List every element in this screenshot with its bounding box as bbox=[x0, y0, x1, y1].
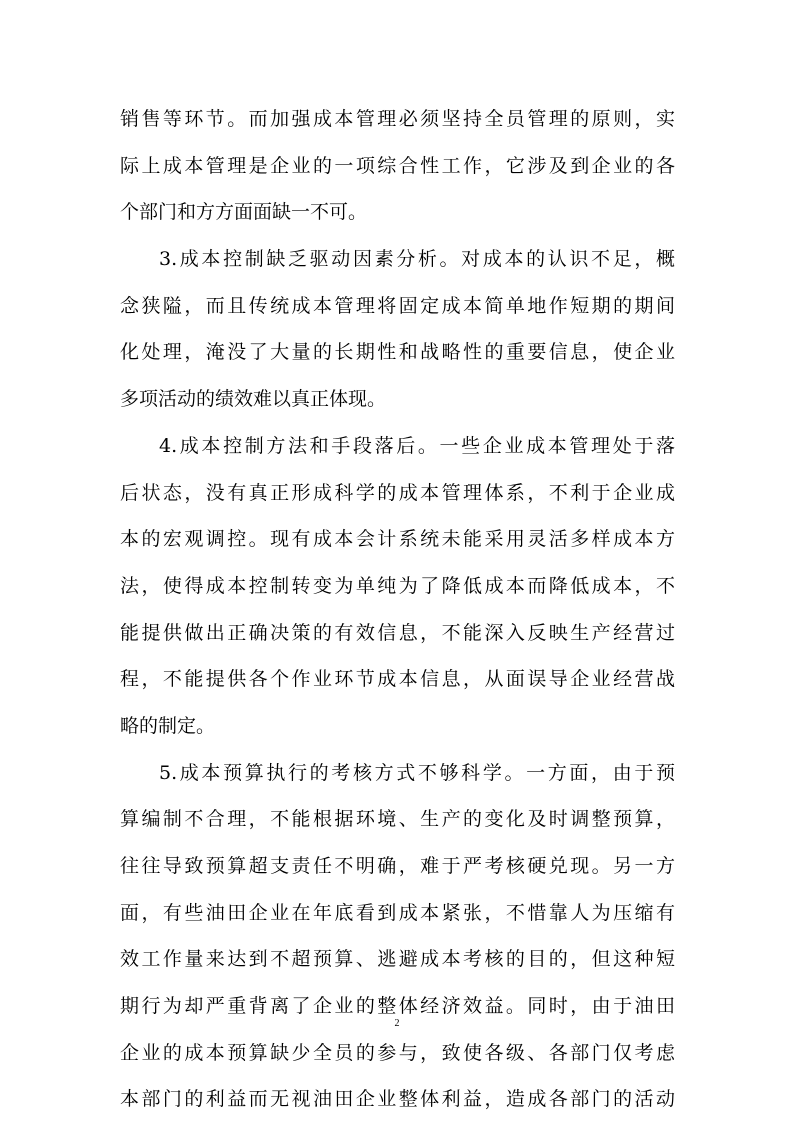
text-line: 5.成本预算执行的考核方式不够科学。一方面，由于预 bbox=[159, 761, 675, 784]
text-line: 本部门的利益而无视油田企业整体利益，造成各部门的活动 bbox=[120, 1088, 675, 1111]
text-line: 多项活动的绩效难以真正体现。 bbox=[120, 388, 387, 411]
text-line: 销售等环节。而加强成本管理必须坚持全员管理的原则，实 bbox=[120, 108, 675, 130]
text-line: 法，使得成本控制转变为单纯为了降低成本而降低成本，不 bbox=[120, 574, 675, 597]
text-line: 面，有些油田企业在年底看到成本紧张，不惜靠人为压缩有 bbox=[120, 901, 675, 924]
text-line: 个部门和方方面面缺一不可。 bbox=[120, 201, 368, 224]
text-line: 期行为却严重背离了企业的整体经济效益。同时，由于油田 bbox=[120, 995, 675, 1018]
text-line: 能提供做出正确决策的有效信息，不能深入反映生产经营过 bbox=[120, 621, 675, 644]
text-line: 略的制定。 bbox=[120, 714, 216, 737]
text-line: 后状态，没有真正形成科学的成本管理体系，不利于企业成 bbox=[120, 481, 675, 504]
page-number: 2 bbox=[394, 1018, 400, 1029]
text-line: 企业的成本预算缺少全员的参与，致使各级、各部门仅考虑 bbox=[120, 1041, 675, 1064]
text-line: 念狭隘，而且传统成本管理将固定成本简单地作短期的期间 bbox=[120, 294, 675, 317]
text-line: 本的宏观调控。现有成本会计系统未能采用灵活多样成本方 bbox=[120, 528, 675, 551]
text-line: 效工作量来达到不超预算、逃避成本考核的目的，但这种短 bbox=[120, 948, 675, 971]
text-line: 4.成本控制方法和手段落后。一些企业成本管理处于落 bbox=[159, 434, 675, 457]
text-line: 3.成本控制缺乏驱动因素分析。对成本的认识不足，概 bbox=[159, 248, 675, 271]
body-text bbox=[120, 96, 675, 1123]
text-line: 程，不能提供各个作业环节成本信息，从面误导企业经营战 bbox=[120, 668, 675, 691]
text-line: 际上成本管理是企业的一项综合性工作，它涉及到企业的各 bbox=[120, 154, 675, 177]
text-line: 往往导致预算超支责任不明确，难于严考核硬兑现。另一方 bbox=[120, 855, 675, 877]
text-line: 化处理，淹没了大量的长期性和战略性的重要信息，使企业 bbox=[120, 341, 675, 364]
text-line: 算编制不合理，不能根据环境、生产的变化及时调整预算， bbox=[120, 808, 675, 831]
